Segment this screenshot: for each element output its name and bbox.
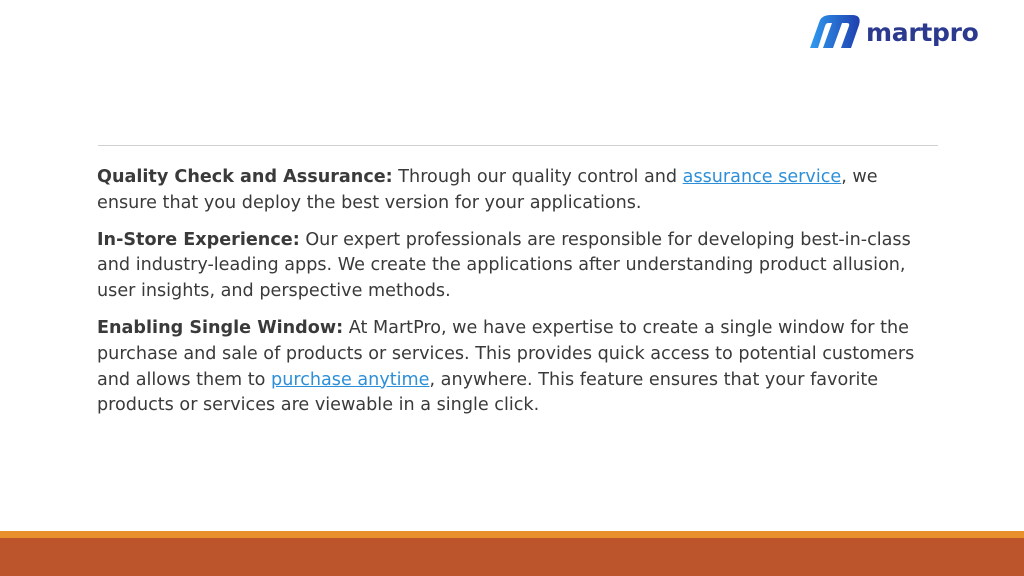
purchase-anytime-link[interactable]: purchase anytime [271, 369, 430, 390]
footer-band-accent [0, 531, 1024, 538]
divider [98, 145, 938, 146]
logo-text: martpro [866, 17, 979, 47]
footer-band [0, 538, 1024, 576]
paragraph-text: Through our quality control and [392, 167, 683, 187]
paragraph-in-store-experience [97, 228, 939, 305]
paragraph-heading: Quality Check and Assurance: [97, 167, 393, 187]
assurance-service-link[interactable]: assurance service [682, 167, 842, 187]
paragraph-text: At MartPro, we have expertise to create a single window for the purchase and sale of products or services. This provides quick access to potential customers and allows them to [97, 317, 915, 390]
content-body [97, 165, 939, 430]
paragraph-text: , we ensure that you deploy the best version for your applications. [97, 167, 878, 213]
paragraph-text: Our expert professionals are responsible for developing best-in-class and industry-leading apps. We create the applications after understanding product allusion, user insights, and perspective methods. [97, 229, 911, 302]
martpro-logo [806, 10, 992, 54]
paragraph-heading: Enabling Single Window: [97, 317, 344, 338]
paragraph-text: , anywhere. This feature ensures that your favorite products or services are viewable in a single click. [97, 369, 879, 416]
paragraph-heading: In-Store Experience: [97, 229, 300, 250]
martpro-logo-icon [806, 12, 864, 52]
paragraph-quality-check [97, 165, 939, 217]
paragraph-single-window [97, 316, 939, 419]
